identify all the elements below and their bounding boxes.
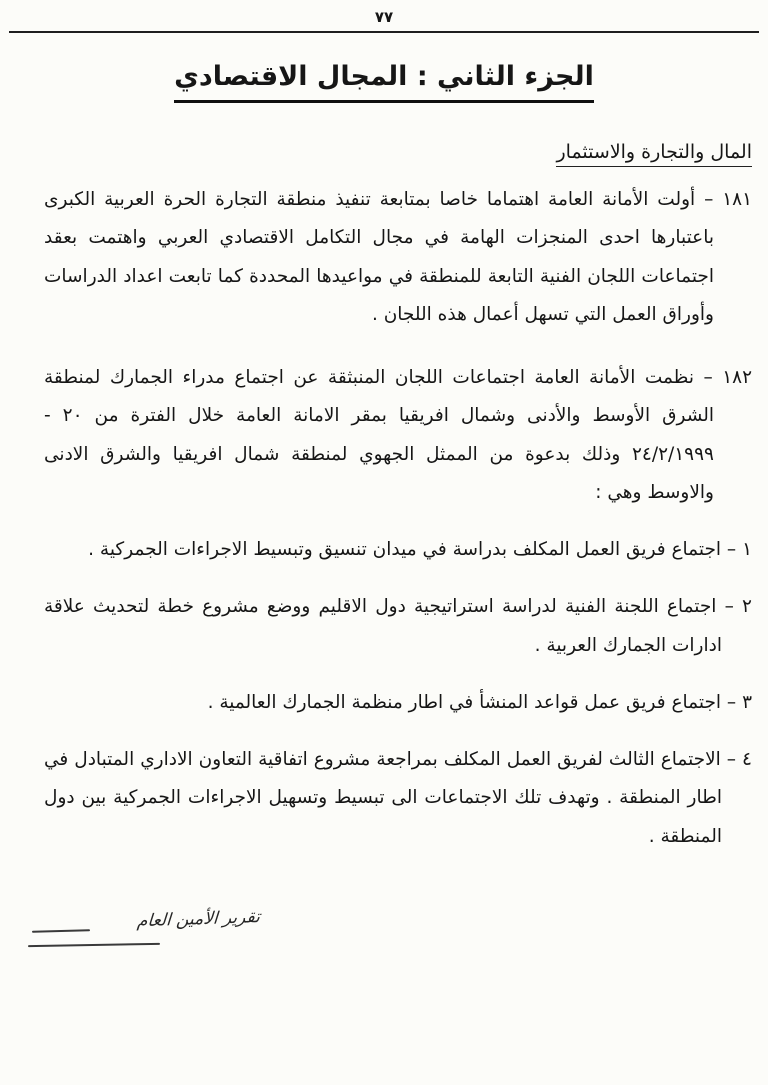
paragraph-number: ١٨١ – — [704, 189, 753, 210]
meetings-list — [44, 531, 752, 856]
paragraph-text: نظمت الأمانة العامة اجتماعات اللجان المنبثقة عن اجتماع مدراء الجمارك لمنطقة الشرق الأوسط والأدنى وشمال افريقيا بمقر الامانة العامة خلال الفترة من ٢٠ - ٢٤/٢/١٩٩٩ وذلك بدعوة من الممثل الجهوي لمنطقة شمال افريقيا والشرق الادنى والاوسط وهي : — [44, 366, 714, 504]
signature-line-top — [32, 929, 90, 933]
list-item-text: الاجتماع الثالث لفريق العمل المكلف بمراجعة مشروع اتفاقية التعاون الاداري المتبادل في اطار المنطقة . وتهدف تلك الاجتماعات الى تبسيط وتسهيل الاجراءات الجمركية بين دول المنطقة . — [44, 748, 722, 847]
section-heading — [0, 141, 752, 163]
list-item-number: ٢ – — [724, 596, 752, 618]
page-number: ٧٧ — [374, 8, 394, 26]
list-item-3 — [44, 684, 752, 722]
document-title-text: الجزء الثاني : المجال الاقتصادي — [174, 61, 594, 103]
list-item-number: ١ – — [726, 539, 752, 561]
list-item-text: اجتماع فريق العمل المكلف بدراسة في ميدان تنسيق وتبسيط الاجراءات الجمركية . — [88, 539, 722, 561]
document-body — [0, 181, 768, 856]
document-title — [0, 61, 768, 103]
list-item-text: اجتماع اللجنة الفنية لدراسة استراتيجية دول الاقليم ووضع مشروع خطة لتحديث علاقة ادارات الجمارك العربية . — [44, 596, 722, 656]
header-rule — [9, 31, 759, 33]
signature-line-bottom — [28, 943, 160, 947]
list-item-2 — [44, 588, 752, 665]
paragraph-181 — [44, 181, 752, 335]
list-item-number: ٣ – — [726, 691, 752, 713]
handwritten-signature: تقرير الأمين العام — [136, 907, 261, 932]
paragraph-text: أولت الأمانة العامة اهتماما خاصا بمتابعة تنفيذ منطقة التجارة الحرة العربية الكبرى باعتبارها احدى المنجزات الهامة في مجال التكامل الاقتصادي العربي واهتمت بعقد اجتماعات اللجان الفنية التابعة للمنطقة في مواعيدها المحددة كما تابعت اعداد الدراسات وأوراق العمل التي تسهل أعمال هذه اللجان . — [44, 189, 714, 326]
section-heading-text: المال والتجارة والاستثمار — [556, 141, 752, 167]
paragraph-number: ١٨٢ – — [703, 366, 753, 388]
list-item-number: ٤ – — [726, 748, 752, 770]
list-item-4 — [44, 741, 752, 856]
paragraph-182 — [44, 359, 752, 513]
list-item-text: اجتماع فريق عمل قواعد المنشأ في اطار منظمة الجمارك العالمية . — [207, 691, 722, 713]
list-item-1 — [44, 531, 752, 569]
footer-signature-block — [24, 902, 274, 962]
